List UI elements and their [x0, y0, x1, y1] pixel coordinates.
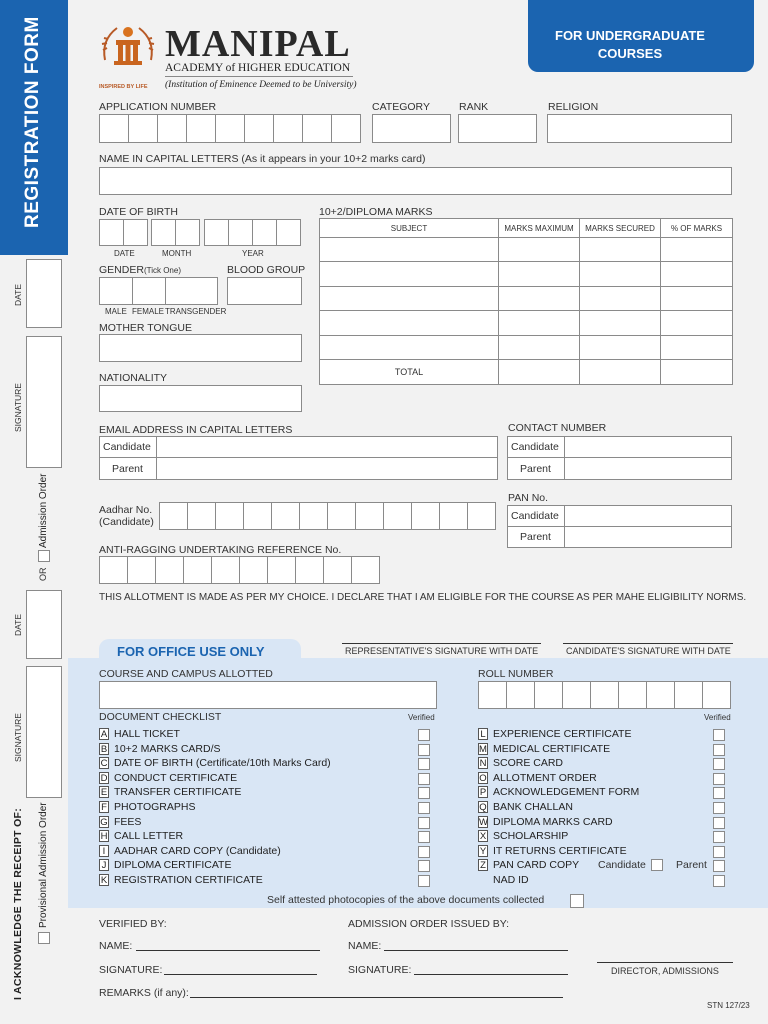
rep-signature-label: REPRESENTATIVE'S SIGNATURE WITH DATE — [345, 646, 539, 656]
document-checklist-label: DOCUMENT CHECKLIST — [99, 711, 222, 723]
marks-table-title: 10+2/DIPLOMA MARKS — [319, 206, 433, 218]
side-date-box-1[interactable] — [26, 259, 62, 328]
checklist-verified-checkbox[interactable] — [713, 846, 725, 858]
pan-parent-check-label: Parent — [676, 859, 707, 871]
form-code: STN 127/23 — [707, 1001, 750, 1010]
side-signature-label-2: SIGNATURE — [13, 713, 23, 762]
checklist-verified-checkbox[interactable] — [418, 846, 430, 858]
checklist-verified-checkbox[interactable] — [713, 773, 725, 785]
brand-name: MANIPAL — [165, 23, 351, 65]
checklist-letter: A — [100, 729, 108, 740]
checklist-verified-checkbox[interactable] — [713, 860, 725, 872]
checklist-text: CONDUCT CERTIFICATE — [114, 771, 238, 784]
dob-year-cells[interactable] — [204, 219, 300, 246]
checklist-text: BANK CHALLAN — [493, 801, 573, 813]
checklist-text: SCORE CARD — [493, 757, 564, 770]
pan-candidate-check-label: Candidate — [598, 859, 646, 871]
contact-candidate-field[interactable] — [564, 436, 732, 458]
dob-month-label: MONTH — [162, 249, 192, 258]
email-parent-label: Parent — [112, 463, 143, 475]
admission-issued-label: ADMISSION ORDER ISSUED BY: — [348, 918, 510, 930]
gender-male-label: MALE — [105, 307, 127, 316]
checklist-text: DIPLOMA MARKS CARD — [493, 815, 613, 828]
verified-label-right: Verified — [704, 713, 731, 722]
checklist-verified-checkbox[interactable] — [418, 729, 430, 741]
checklist-text: ALLOTMENT ORDER — [493, 771, 597, 784]
checklist-letter: H — [100, 831, 108, 843]
checklist-letter: F — [99, 801, 109, 813]
contact-label: CONTACT NUMBER — [508, 422, 607, 434]
nationality-field[interactable] — [99, 385, 302, 412]
course-campus-field[interactable] — [99, 681, 437, 709]
cand-signature-label: CANDIDATE'S SIGNATURE WITH DATE — [566, 646, 731, 656]
aadhar-cells[interactable] — [159, 502, 495, 530]
side-date-label-2: DATE — [13, 613, 23, 636]
checklist-verified-checkbox[interactable] — [713, 802, 725, 814]
checklist-item — [99, 830, 183, 842]
verified-name-label: NAME: — [99, 940, 133, 952]
gender-label — [99, 264, 181, 276]
checklist-verified-checkbox[interactable] — [418, 758, 430, 770]
table-row-total[interactable] — [320, 360, 733, 385]
email-parent-field[interactable] — [156, 457, 498, 480]
self-attested-checkbox[interactable] — [570, 894, 584, 908]
checklist-text: CALL LETTER — [114, 830, 184, 843]
email-candidate-label: Candidate — [103, 441, 151, 453]
aadhar-sub-label: (Candidate) — [99, 516, 154, 528]
checklist-text: MEDICAL CERTIFICATE — [493, 742, 611, 755]
checklist-verified-checkbox[interactable] — [418, 744, 430, 756]
seal-text: INSPIRED BY LIFE — [99, 84, 148, 90]
checklist-letter: I — [99, 845, 109, 857]
marks-secured-header: MARKS SECURED — [580, 219, 661, 238]
name-label: NAME IN CAPITAL LETTERS (As it appears in your 10+2 marks card) — [99, 153, 426, 165]
pan-candidate-checkbox[interactable] — [651, 859, 663, 871]
checklist-text: DATE OF BIRTH (Certificate/10th Marks Card) — [114, 757, 331, 770]
checklist-verified-checkbox[interactable] — [713, 758, 725, 770]
checklist-item — [478, 728, 631, 740]
checklist-letter: C — [100, 758, 108, 770]
checklist-verified-checkbox[interactable] — [713, 875, 725, 887]
issued-signature-line[interactable] — [414, 974, 568, 975]
checklist-text: EXPERIENCE CERTIFICATE — [493, 728, 632, 740]
verified-name-line[interactable] — [136, 950, 320, 951]
gender-transgender-label: TRANSGENDER — [165, 307, 227, 316]
blood-group-label: BLOOD GROUP — [227, 264, 306, 276]
self-attested-label: Self attested photocopies of the above documents collected — [267, 894, 545, 906]
checklist-item — [99, 859, 231, 871]
mother-tongue-field[interactable] — [99, 334, 302, 362]
side-title: REGISTRATION FORM — [22, 16, 43, 228]
checklist-verified-checkbox[interactable] — [418, 875, 430, 887]
checklist-verified-checkbox[interactable] — [418, 787, 430, 799]
side-signature-box-1[interactable] — [26, 336, 62, 468]
pan-parent-label: Parent — [520, 531, 551, 543]
checklist-item — [478, 757, 563, 769]
contact-parent-field[interactable] — [564, 457, 732, 480]
nationality-label: NATIONALITY — [99, 372, 168, 384]
checklist-letter: O — [479, 772, 487, 784]
gender-female-label: FEMALE — [132, 307, 165, 316]
checklist-verified-checkbox[interactable] — [418, 773, 430, 785]
verified-label-left: Verified — [408, 713, 435, 722]
checklist-item — [99, 728, 180, 740]
mother-tongue-label: MOTHER TONGUE — [99, 322, 192, 334]
checklist-letter: E — [100, 787, 108, 799]
total-label: TOTAL — [320, 360, 499, 385]
side-provisional-checkbox[interactable] — [38, 932, 50, 944]
category-label: CATEGORY — [372, 101, 430, 113]
roll-number-label: ROLL NUMBER — [478, 668, 554, 680]
checklist-item — [99, 874, 263, 886]
brand-divider — [165, 76, 353, 77]
pan-parent-field[interactable] — [564, 526, 732, 548]
brand-tagline: (Institution of Eminence Deemed to be University) — [165, 80, 357, 90]
dob-label: DATE OF BIRTH — [99, 206, 178, 218]
checklist-verified-checkbox[interactable] — [418, 831, 430, 843]
marks-max-header: MARKS MAXIMUM — [499, 219, 580, 238]
verified-signature-label: SIGNATURE: — [99, 964, 163, 976]
category-field[interactable] — [372, 114, 451, 143]
manipal-seal-icon — [97, 20, 159, 86]
contact-parent-label: Parent — [520, 463, 551, 475]
checklist-item — [478, 859, 579, 871]
checklist-item — [99, 816, 141, 828]
checklist-letter: G — [100, 816, 108, 828]
checklist-letter: J — [99, 859, 109, 871]
checklist-item — [478, 816, 613, 828]
checklist-verified-checkbox[interactable] — [418, 802, 430, 814]
anti-ragging-cells[interactable] — [99, 556, 379, 584]
checklist-letter: K — [100, 875, 108, 886]
checklist-item — [478, 743, 610, 755]
checklist-verified-checkbox[interactable] — [713, 744, 725, 756]
roll-number-cells[interactable] — [478, 681, 730, 709]
checklist-item — [478, 845, 627, 857]
checklist-text: 10+2 MARKS CARD/S — [114, 742, 221, 755]
religion-label: RELIGION — [548, 101, 599, 113]
checklist-item — [99, 772, 237, 784]
pct-marks-header: % OF MARKS — [661, 219, 733, 238]
tick-one-label: (Tick One) — [143, 266, 181, 275]
anti-ragging-label: ANTI-RAGGING UNDERTAKING REFERENCE No. — [99, 544, 342, 556]
issued-signature-label: SIGNATURE: — [348, 964, 412, 976]
checklist-item — [99, 845, 281, 857]
checklist-text: PHOTOGRAPHS — [114, 801, 196, 813]
checklist-text: ACKNOWLEDGEMENT FORM — [493, 786, 640, 799]
verified-by-label: VERIFIED BY: — [99, 918, 167, 930]
gender-label-text: GENDER — [99, 264, 144, 276]
checklist-letter: B — [100, 743, 108, 755]
application-number-label: APPLICATION NUMBER — [99, 101, 217, 113]
checklist-text: NAD ID — [493, 874, 529, 886]
checklist-letter: L — [478, 728, 488, 740]
table-row[interactable] — [320, 311, 733, 336]
contact-candidate-label: Candidate — [511, 441, 559, 453]
marks-table — [319, 218, 733, 385]
undergraduate-badge-text: FOR UNDERGRADUATE COURSES — [555, 28, 705, 61]
table-row[interactable] — [320, 238, 733, 262]
table-row[interactable] — [320, 287, 733, 311]
checklist-item — [478, 772, 597, 784]
blood-group-field[interactable] — [227, 277, 302, 305]
checklist-letter: Z — [478, 859, 488, 871]
checklist-letter: P — [479, 787, 487, 799]
side-admission-order-checkbox[interactable] — [38, 550, 50, 562]
verified-signature-line[interactable] — [164, 974, 317, 975]
issued-name-line[interactable] — [384, 950, 568, 951]
application-number-cells[interactable] — [99, 114, 360, 143]
brand-academy: ACADEMY of HIGHER EDUCATION — [165, 62, 351, 74]
checklist-text: FEES — [114, 815, 142, 828]
checklist-item — [478, 830, 568, 842]
checklist-letter: Y — [479, 845, 487, 857]
checklist-item — [478, 801, 573, 813]
checklist-text: AADHAR CARD COPY (Candidate) — [114, 844, 281, 857]
side-admission-order-label: Admission Order — [38, 473, 49, 548]
issued-name-label: NAME: — [348, 940, 382, 952]
dob-date-cells[interactable] — [99, 219, 147, 246]
checklist-letter: W — [479, 816, 488, 828]
checklist-text: SCHOLARSHIP — [493, 830, 569, 843]
director-signature-line[interactable] — [597, 962, 733, 963]
declaration-text: THIS ALLOTMENT IS MADE AS PER MY CHOICE. I DECLARE THAT I AM ELIGIBLE FOR THE COURSE AS PER MAHE ELIGIBILITY NORMS. — [99, 592, 747, 603]
side-strip — [0, 0, 68, 1024]
table-row[interactable] — [320, 336, 733, 360]
checklist-letter: X — [479, 831, 487, 843]
checklist-text: DIPLOMA CERTIFICATE — [114, 859, 232, 872]
checklist-letter: M — [479, 743, 487, 755]
pan-candidate-field[interactable] — [564, 505, 732, 527]
office-use-title: FOR OFFICE USE ONLY — [117, 644, 265, 659]
side-signature-label-1: SIGNATURE — [13, 383, 23, 432]
checklist-text: HALL TICKET — [114, 728, 180, 740]
name-field[interactable] — [99, 167, 732, 195]
remarks-line[interactable] — [190, 997, 563, 998]
gender-cells[interactable] — [99, 277, 217, 305]
aadhar-label: Aadhar No. — [99, 504, 153, 516]
subject-header: SUBJECT — [320, 219, 499, 238]
side-provisional-label: Provisional Admission Order — [38, 802, 49, 928]
checklist-verified-checkbox[interactable] — [418, 817, 430, 829]
director-label: DIRECTOR, ADMISSIONS — [611, 966, 719, 976]
checklist-verified-checkbox[interactable] — [418, 860, 430, 872]
checklist-item — [99, 801, 196, 813]
course-campus-label: COURSE AND CAMPUS ALLOTTED — [99, 668, 273, 680]
pan-candidate-label: Candidate — [511, 510, 559, 522]
checklist-item — [478, 874, 529, 886]
rep-signature-line[interactable] — [342, 643, 541, 644]
email-label: EMAIL ADDRESS IN CAPITAL LETTERS — [99, 424, 293, 436]
dob-year-label: YEAR — [242, 249, 264, 258]
checklist-item — [99, 757, 331, 769]
remarks-label: REMARKS (if any): — [99, 987, 189, 999]
side-or-label: OR — [38, 567, 48, 581]
side-date-label-1: DATE — [13, 283, 23, 306]
email-candidate-field[interactable] — [156, 436, 498, 458]
cand-signature-line[interactable] — [563, 643, 733, 644]
checklist-letter: Q — [479, 802, 487, 813]
checklist-item — [99, 786, 241, 798]
checklist-verified-checkbox[interactable] — [713, 787, 725, 799]
checklist-verified-checkbox[interactable] — [713, 831, 725, 843]
pan-label: PAN No. — [508, 492, 549, 504]
side-date-box-2[interactable] — [26, 590, 62, 659]
rank-field[interactable] — [458, 114, 537, 143]
checklist-item — [99, 743, 221, 755]
checklist-verified-checkbox[interactable] — [713, 729, 725, 741]
religion-field[interactable] — [547, 114, 732, 143]
checklist-text: TRANSFER CERTIFICATE — [114, 786, 242, 799]
checklist-verified-checkbox[interactable] — [713, 817, 725, 829]
checklist-text: REGISTRATION CERTIFICATE — [114, 874, 263, 886]
checklist-item — [478, 786, 639, 798]
dob-month-cells[interactable] — [151, 219, 199, 246]
table-row[interactable] — [320, 262, 733, 287]
dob-date-label: DATE — [114, 249, 135, 258]
checklist-letter: N — [479, 758, 487, 770]
side-acknowledge-label: I ACKNOWLEDGE THE RECEIPT OF: — [12, 807, 24, 1000]
checklist-text: PAN CARD COPY — [493, 859, 580, 872]
checklist-text: IT RETURNS CERTIFICATE — [493, 844, 627, 857]
checklist-letter: D — [100, 772, 108, 784]
side-signature-box-2[interactable] — [26, 666, 62, 798]
rank-label: RANK — [459, 101, 489, 113]
